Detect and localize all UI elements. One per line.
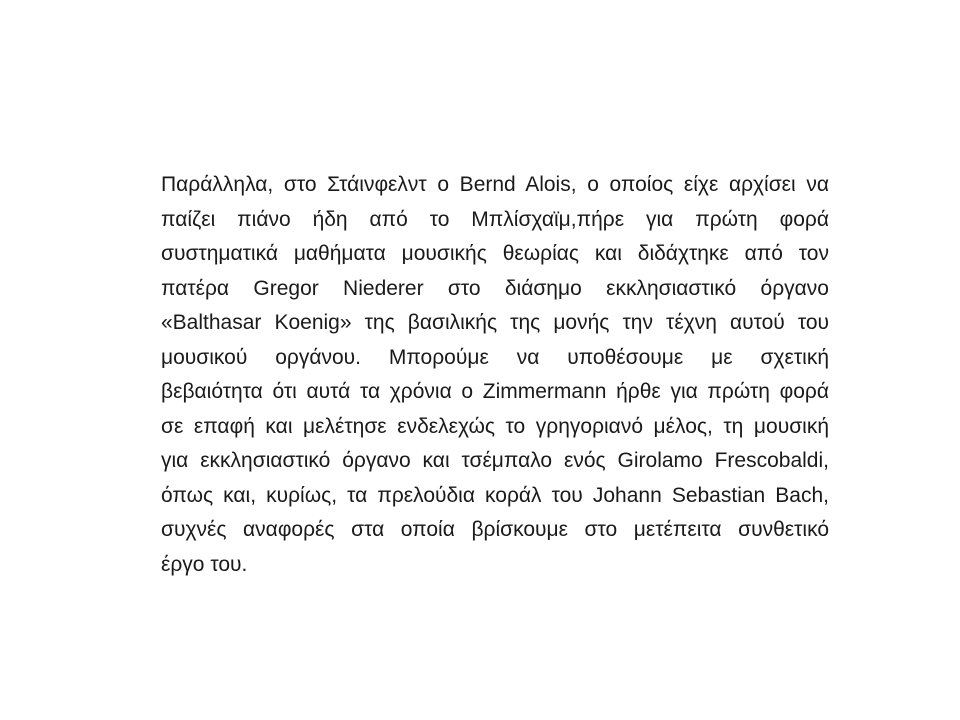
paragraph-line-3: συστηματικά μαθήματα μουσικής θεωρίας και διδάχτηκε από τον [161,242,829,265]
paragraph-line-5: «Balthasar Koenig» της βασιλικής της μονής την τέχνη αυτού του [161,311,829,334]
paragraph-line-9: για εκκλησιαστικό όργανο και τσέμπαλο ενός Girolamo Frescobaldi, [161,449,829,472]
paragraph-line-4: πατέρα Gregor Niederer στο διάσημο εκκλησιαστικό όργανο [161,276,829,300]
paragraph-line-11: συχνές αναφορές στα οποία βρίσκουμε στο μετέπειτα συνθετικό [161,518,829,541]
paragraph-line-6: μουσικού οργάνου. Μπορούμε να υποθέσουμε με σχετική [161,345,829,369]
paragraph-line-12: έργο του. [161,552,248,576]
paragraph-line-7: βεβαιότητα ότι αυτά τα χρόνια ο Zimmermann ήρθε για πρώτη φορά [161,380,829,403]
paragraph [161,168,829,582]
paragraph-line-8: σε επαφή και μελέτησε ενδελεχώς το γρηγοριανό μέλος, τη μουσική [161,414,829,438]
paragraph-line-2: παίζει πιάνο ήδη από το Μπλίσχαϊμ,πήρε για πρώτη φορά [161,207,829,231]
paragraph-line-10: όπως και, κυρίως, τα πρελούδια κοράλ του Johann Sebastian Bach, [161,483,829,507]
paragraph-line-1: Παράλληλα, στο Στάινφελντ ο Bernd Alois, ο οποίος είχε αρχίσει να [161,173,829,196]
